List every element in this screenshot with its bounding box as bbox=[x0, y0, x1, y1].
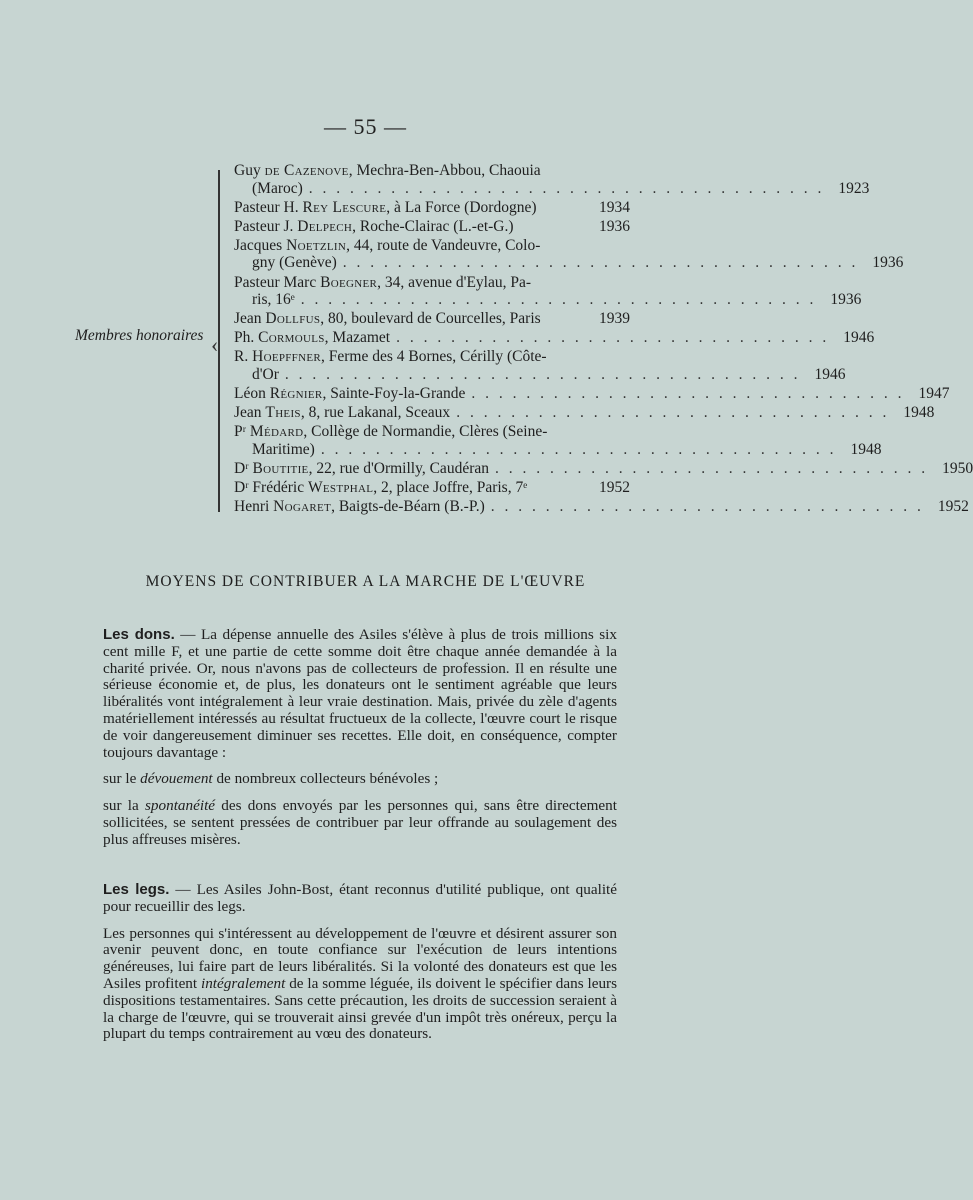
leader-dots: . . . . . . . . . . . . . . . . . . . . . . . . . . . . . . . . . . . . . . bbox=[320, 440, 837, 458]
member-first: Léon bbox=[234, 385, 270, 403]
legs-heading: Les legs. bbox=[103, 881, 170, 898]
member-year: 1939 bbox=[599, 310, 630, 328]
member-surname: Rey Lescure bbox=[302, 198, 387, 216]
dons-item-2-post: des dons envoyés par les personnes qui, sans être directement sollicitées, se sentent pressées de contribuer par leur offrande au soulagement des plus affreuses misères. bbox=[103, 797, 617, 848]
member-year: 1936 bbox=[872, 254, 904, 272]
section-title: MOYENS DE CONTRIBUER A LA MARCHE DE L'ŒUVRE bbox=[145, 573, 586, 590]
member-name bbox=[234, 274, 531, 292]
member-address-cont: (Maroc) bbox=[252, 179, 303, 197]
dons-item-1 bbox=[103, 771, 617, 788]
dons-item-2-em: spontanéité bbox=[145, 797, 216, 815]
member-surname: Médard bbox=[249, 423, 304, 441]
member-first: Jean bbox=[234, 404, 266, 422]
member-address: , Roche-Clairac (L.-et-G.) bbox=[352, 217, 514, 235]
member-first: Dʳ Frédéric bbox=[234, 479, 308, 497]
member-year: 1950 bbox=[942, 460, 973, 477]
member-first: Pasteur H. bbox=[234, 198, 303, 216]
member-address: , Mazamet bbox=[324, 329, 391, 347]
dons-intro: — La dépense annuelle des Asiles s'élève à plus de trois millions six cent mille F, et une partie de cette somme doit être chaque année demandée à la charité privée. Or, nous n'avons pas de collecteurs de profession. Il en résulte une sérieuse économie et, de plus, les donateurs ont le sentiment agréable que leurs libéralités vont intégralement à leur vraie destination. Mais, privée du zèle d'agents matériellement intéressés au résultat fructueux de la collecte, l'œuvre court le risque de voir dangereusement diminuer ses recettes. Elle doit, en conséquence, compter toujours davantage : bbox=[103, 626, 617, 761]
member-entry bbox=[234, 310, 630, 328]
member-year: 1936 bbox=[599, 217, 630, 235]
members-label: Membres honoraires bbox=[75, 327, 204, 344]
member-address: , 80, boulevard de Courcelles, Paris bbox=[320, 310, 541, 328]
member-name bbox=[234, 423, 547, 441]
member-year: 1923 bbox=[838, 179, 870, 197]
leader-dots: . . . . . . . . . . . . . . . . . . . . . . . . . . . . . . . . . . . . . . bbox=[308, 179, 825, 197]
dons-section bbox=[103, 627, 617, 859]
member-year: 1946 bbox=[814, 366, 846, 384]
leader-dots: . . . . . . . . . . . . . . . . . . . . . . . . . . . . . . . . bbox=[495, 460, 929, 477]
member-year: 1947 bbox=[918, 385, 950, 403]
dons-item-1-em: dévouement bbox=[140, 770, 213, 788]
member-entry bbox=[234, 348, 846, 384]
member-address-cont: gny (Genève) bbox=[252, 254, 337, 272]
member-first: Pʳ bbox=[234, 423, 250, 441]
member-name bbox=[234, 404, 450, 422]
member-first: Jean bbox=[234, 310, 266, 328]
member-entry bbox=[234, 385, 950, 403]
member-address: , Baigts-de-Béarn (B.-P.) bbox=[331, 498, 485, 516]
legs-p2-pre: Les personnes qui s'intéressent au développement de l'œuvre et désirent assurer son avenir peuvent donc, en toute confiance sur l'exécution de leurs intentions généreuses, lui faire part de leurs libéralités. Si la volonté des donateurs est que les Asiles profitent bbox=[103, 924, 617, 992]
brace-tip: ‹ bbox=[211, 332, 219, 357]
member-first: Ph. bbox=[234, 329, 259, 347]
page-number: — 55 — bbox=[324, 114, 407, 139]
member-entry bbox=[234, 498, 969, 516]
member-address: , Collège de Normandie, Clères (Seine- bbox=[303, 423, 548, 441]
member-name bbox=[234, 237, 540, 255]
member-name bbox=[234, 460, 489, 478]
member-name bbox=[234, 199, 536, 217]
legs-section bbox=[103, 882, 617, 1053]
member-surname: Boutitie bbox=[252, 460, 309, 477]
member-surname: Theis bbox=[265, 404, 301, 422]
member-name bbox=[234, 162, 541, 180]
member-address: , 8, rue Lakanal, Sceaux bbox=[300, 404, 451, 422]
dons-item-2-pre: sur la bbox=[103, 797, 146, 815]
member-entry bbox=[234, 479, 630, 497]
legs-intro: — Les Asiles John-Bost, étant reconnus d'utilité publique, ont qualité pour recueillir des legs. bbox=[103, 881, 617, 915]
member-address: , Ferme des 4 Bornes, Cérilly (Côte- bbox=[321, 348, 547, 366]
member-address-cont: ris, 16ᵉ bbox=[252, 291, 295, 309]
leader-dots: . . . . . . . . . . . . . . . . . . . . . . . . . . . . . . . . bbox=[456, 404, 890, 422]
legs-paragraph-2 bbox=[103, 926, 617, 1044]
member-name bbox=[234, 479, 527, 497]
member-surname: Delpech bbox=[297, 217, 353, 235]
member-entry bbox=[234, 329, 875, 347]
member-year: 1948 bbox=[850, 440, 882, 458]
member-surname: Cormouls bbox=[258, 329, 325, 347]
member-surname: Boegner bbox=[320, 273, 378, 291]
member-address: , 2, place Joffre, Paris, 7ᵉ bbox=[373, 479, 528, 497]
leader-dots: . . . . . . . . . . . . . . . . . . . . . . . . . . . . . . . . bbox=[490, 498, 924, 516]
member-entry bbox=[234, 218, 630, 236]
leader-dots: . . . . . . . . . . . . . . . . . . . . . . . . . . . . . . . . . . . . . . bbox=[342, 254, 859, 272]
leader-dots: . . . . . . . . . . . . . . . . . . . . . . . . . . . . . . . . . . . . . . bbox=[284, 366, 801, 384]
leader-dots: . . . . . . . . . . . . . . . . . . . . . . . . . . . . . . . . bbox=[471, 385, 905, 403]
member-first: Guy bbox=[234, 162, 265, 179]
member-name bbox=[234, 385, 465, 403]
member-first: Pasteur J. bbox=[234, 217, 298, 235]
member-first: Dʳ bbox=[234, 460, 253, 477]
member-address: , Sainte-Foy-la-Grande bbox=[322, 385, 466, 403]
members-list bbox=[234, 162, 973, 517]
member-entry bbox=[234, 423, 882, 458]
member-first: R. bbox=[234, 348, 253, 366]
member-surname: de Cazenove bbox=[264, 162, 349, 179]
member-address: , 22, rue d'Ormilly, Caudéran bbox=[308, 460, 489, 477]
member-entry bbox=[234, 404, 935, 422]
member-year: 1946 bbox=[843, 329, 875, 347]
dons-item-1-pre: sur le bbox=[103, 770, 141, 788]
member-surname: Westphal bbox=[307, 479, 374, 497]
member-surname: Nogaret bbox=[273, 498, 332, 516]
member-name bbox=[234, 329, 390, 347]
member-year: 1934 bbox=[599, 198, 630, 216]
member-surname: Régnier bbox=[269, 385, 323, 403]
member-first: Pasteur Marc bbox=[234, 273, 321, 291]
leader-dots: . . . . . . . . . . . . . . . . . . . . . . . . . . . . . . . . bbox=[396, 329, 830, 347]
legs-p2-em: intégralement bbox=[200, 974, 286, 992]
member-address: , 34, avenue d'Eylau, Pa- bbox=[377, 273, 532, 291]
member-name bbox=[234, 498, 485, 516]
member-name bbox=[234, 310, 541, 328]
member-surname: Dollfus bbox=[265, 310, 321, 328]
member-year: 1952 bbox=[937, 498, 969, 516]
member-first: Jacques bbox=[234, 236, 287, 254]
member-name bbox=[234, 218, 514, 236]
member-year: 1948 bbox=[903, 404, 935, 422]
member-address-cont: Maritime) bbox=[252, 440, 315, 458]
legs-p2-post: de la somme léguée, ils doivent le spécifier dans leurs dispositions testamentaires. Sans cette précaution, les droits de succession seraient à la charge de l'œuvre, qui se trouverait ainsi grevée d'un impôt très onéreux, perçu la plupart du temps contrairement au vœu des donateurs. bbox=[103, 974, 617, 1043]
member-name bbox=[234, 348, 547, 366]
member-entry bbox=[234, 460, 973, 478]
member-entry bbox=[234, 199, 630, 217]
member-first: Henri bbox=[234, 498, 274, 516]
member-surname: Hoepffner bbox=[252, 348, 322, 366]
member-address: , 44, route de Vandeuvre, Colo- bbox=[346, 236, 541, 254]
dons-paragraph bbox=[103, 627, 617, 761]
member-address: , à La Force (Dordogne) bbox=[386, 198, 537, 216]
member-address: , Mechra-Ben-Abbou, Chaouia bbox=[348, 162, 541, 179]
dons-item-2 bbox=[103, 798, 617, 848]
leader-dots: . . . . . . . . . . . . . . . . . . . . . . . . . . . . . . . . . . . . . . bbox=[300, 291, 817, 309]
member-entry bbox=[234, 236, 904, 272]
member-address-cont: d'Or bbox=[252, 366, 279, 384]
member-year: 1952 bbox=[599, 479, 630, 497]
dons-item-1-post: de nombreux collecteurs bénévoles ; bbox=[212, 770, 439, 788]
legs-paragraph-1 bbox=[103, 882, 617, 916]
member-surname: Noetzlin bbox=[286, 236, 347, 254]
member-year: 1936 bbox=[830, 291, 862, 309]
member-entry bbox=[234, 273, 862, 309]
dons-heading: Les dons. bbox=[103, 626, 175, 643]
member-entry bbox=[234, 162, 870, 197]
